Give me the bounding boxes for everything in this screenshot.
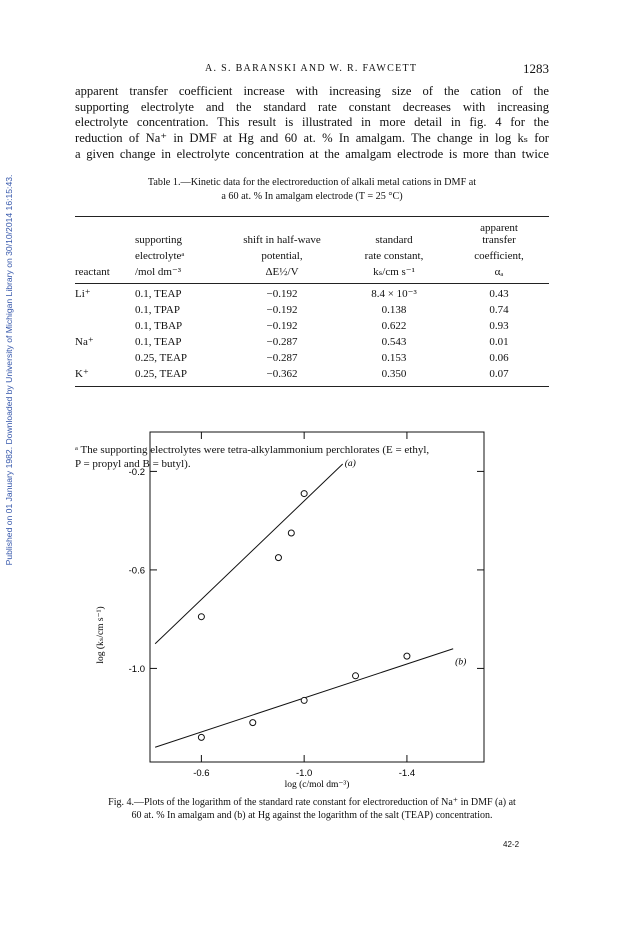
- table-cell-coefficient: 0.01: [489, 336, 509, 348]
- header-shift: ΔE½/V: [265, 266, 299, 278]
- data-point: [275, 555, 281, 561]
- table-cell-reactant: Na⁺: [75, 336, 94, 348]
- data-points: [198, 491, 410, 741]
- y-tick-label: -0.6: [128, 565, 145, 577]
- table-cell-rate: 0.153: [381, 352, 407, 364]
- table-cell-shift: −0.192: [266, 320, 298, 332]
- header-reactant: reactant: [75, 266, 110, 278]
- y-tick-label: -0.2: [128, 466, 145, 478]
- header-coefficient: αₐ: [494, 266, 504, 278]
- table-bottom-rule: [75, 386, 549, 387]
- data-point: [288, 530, 294, 536]
- body-line: supporting electrolyte and the standard rate constant decreases with increasing: [75, 99, 549, 114]
- series-label: (a): [344, 459, 356, 470]
- axis-ticks: [150, 432, 484, 762]
- table-cell-coefficient: 0.93: [489, 320, 509, 332]
- table-cell-shift: −0.192: [266, 304, 298, 316]
- header-coefficient: coefficient,: [474, 250, 524, 262]
- table-cell-electrolyte: 0.1, TBAP: [135, 320, 183, 332]
- footnote-line: P = propyl and B = butyl).: [75, 458, 191, 470]
- rate-constant-plot: [60, 420, 510, 790]
- y-axis-label: log (kₛ/cm s⁻¹): [96, 606, 106, 664]
- table-cell-reactant: K⁺: [75, 368, 89, 380]
- data-point: [301, 697, 307, 703]
- header-rate: kₛ/cm s⁻¹: [373, 266, 415, 278]
- header-shift: shift in half-wave: [243, 234, 321, 246]
- header-shift: potential,: [261, 250, 303, 262]
- data-point: [250, 720, 256, 726]
- table-header-rule: [75, 283, 549, 284]
- data-point: [198, 734, 204, 740]
- plot-frame: [150, 432, 484, 762]
- header-rate: rate constant,: [364, 250, 424, 262]
- data-point: [404, 653, 410, 659]
- download-watermark: [3, 130, 15, 610]
- table-cell-electrolyte: 0.1, TPAP: [135, 304, 180, 316]
- x-axis-label: log (c/mol dm⁻³): [284, 780, 350, 790]
- table-caption-line: Table 1.—Kinetic data for the electroreduction of alkali metal cations in DMF at: [147, 177, 477, 188]
- table-cell-coefficient: 0.74: [489, 304, 509, 316]
- x-tick-label: -0.6: [193, 768, 210, 779]
- body-line: electrolyte concentration. This result is illustrated in more detail in fig. 4 for the: [75, 115, 549, 130]
- table-cell-reactant: Li⁺: [75, 288, 91, 300]
- figure-caption-line: 60 at. % In amalgam and (b) at Hg against the logarithm of the salt (TEAP) concentration.: [131, 809, 493, 821]
- table-cell-rate: 0.622: [381, 320, 407, 332]
- table-cell-coefficient: 0.43: [489, 288, 509, 300]
- table-cell-shift: −0.192: [266, 288, 298, 300]
- table-caption-line: a 60 at. % In amalgam electrode (T = 25 °C): [221, 191, 403, 202]
- page-number: 1283: [523, 61, 549, 76]
- header-electrolyte: /mol dm⁻³: [135, 266, 182, 278]
- table-cell-shift: −0.362: [266, 368, 298, 380]
- table-cell-rate: 0.138: [381, 304, 407, 316]
- table-cell-shift: −0.287: [266, 336, 298, 348]
- body-line: reduction of Na⁺ in DMF at Hg and 60 at. % In amalgam. The change in log kₛ for: [75, 131, 549, 146]
- page-code: 42-2: [503, 840, 520, 849]
- table-cell-rate: 8.4 × 10⁻³: [371, 288, 417, 300]
- table-cell-shift: −0.287: [266, 352, 298, 364]
- footnote-line: ᵃ The supporting electrolytes were tetra-alkylammonium perchlorates (E = ethyl,: [75, 444, 430, 456]
- running-head: A. S. BARANSKI AND W. R. FAWCETT: [205, 63, 418, 74]
- body-line: a given change in electrolyte concentration at the amalgam electrode is more than twice: [75, 146, 549, 161]
- table-cell-electrolyte: 0.25, TEAP: [135, 352, 188, 364]
- table-cell-coefficient: 0.06: [489, 352, 509, 364]
- table-cell-rate: 0.543: [381, 336, 407, 348]
- data-point: [301, 491, 307, 497]
- fit-lines: [155, 464, 453, 747]
- data-point: [353, 673, 359, 679]
- body-line: apparent transfer coefficient increase with increasing size of the cation of the: [75, 84, 549, 98]
- figure-caption: [75, 797, 549, 822]
- x-tick-label: -1.0: [295, 768, 313, 779]
- header-electrolyte: electrolyteᵃ: [135, 250, 185, 262]
- table-cell-coefficient: 0.07: [489, 368, 509, 380]
- x-tick-label: -1.4: [398, 768, 416, 779]
- header-coefficient: apparent: [480, 222, 518, 234]
- data-point: [198, 614, 204, 620]
- table-top-rule: [75, 216, 549, 217]
- header-coefficient: transfer: [482, 234, 516, 246]
- header-rate: standard: [375, 234, 413, 246]
- download-watermark-text: Published on 01 January 1982. Downloaded by University of Michigan Library on 30/10/2014 16:15:43.: [4, 174, 14, 566]
- table-cell-electrolyte: 0.1, TEAP: [135, 288, 182, 300]
- table-caption: [75, 176, 549, 204]
- fit-line: [155, 464, 343, 644]
- header-electrolyte: supporting: [135, 234, 183, 246]
- table-cell-rate: 0.350: [381, 368, 407, 380]
- chart-labels: [129, 458, 467, 779]
- series-label: (b): [455, 657, 467, 668]
- page-header: [75, 63, 549, 79]
- figure-caption-line: Fig. 4.—Plots of the logarithm of the standard rate constant for electroreduction of Na⁺ in DMF (a) at: [108, 797, 516, 808]
- body-paragraph: [75, 84, 549, 163]
- table-cell-electrolyte: 0.1, TEAP: [135, 336, 182, 348]
- table-cell-electrolyte: 0.25, TEAP: [135, 368, 188, 380]
- y-tick-label: -1.0: [128, 663, 145, 675]
